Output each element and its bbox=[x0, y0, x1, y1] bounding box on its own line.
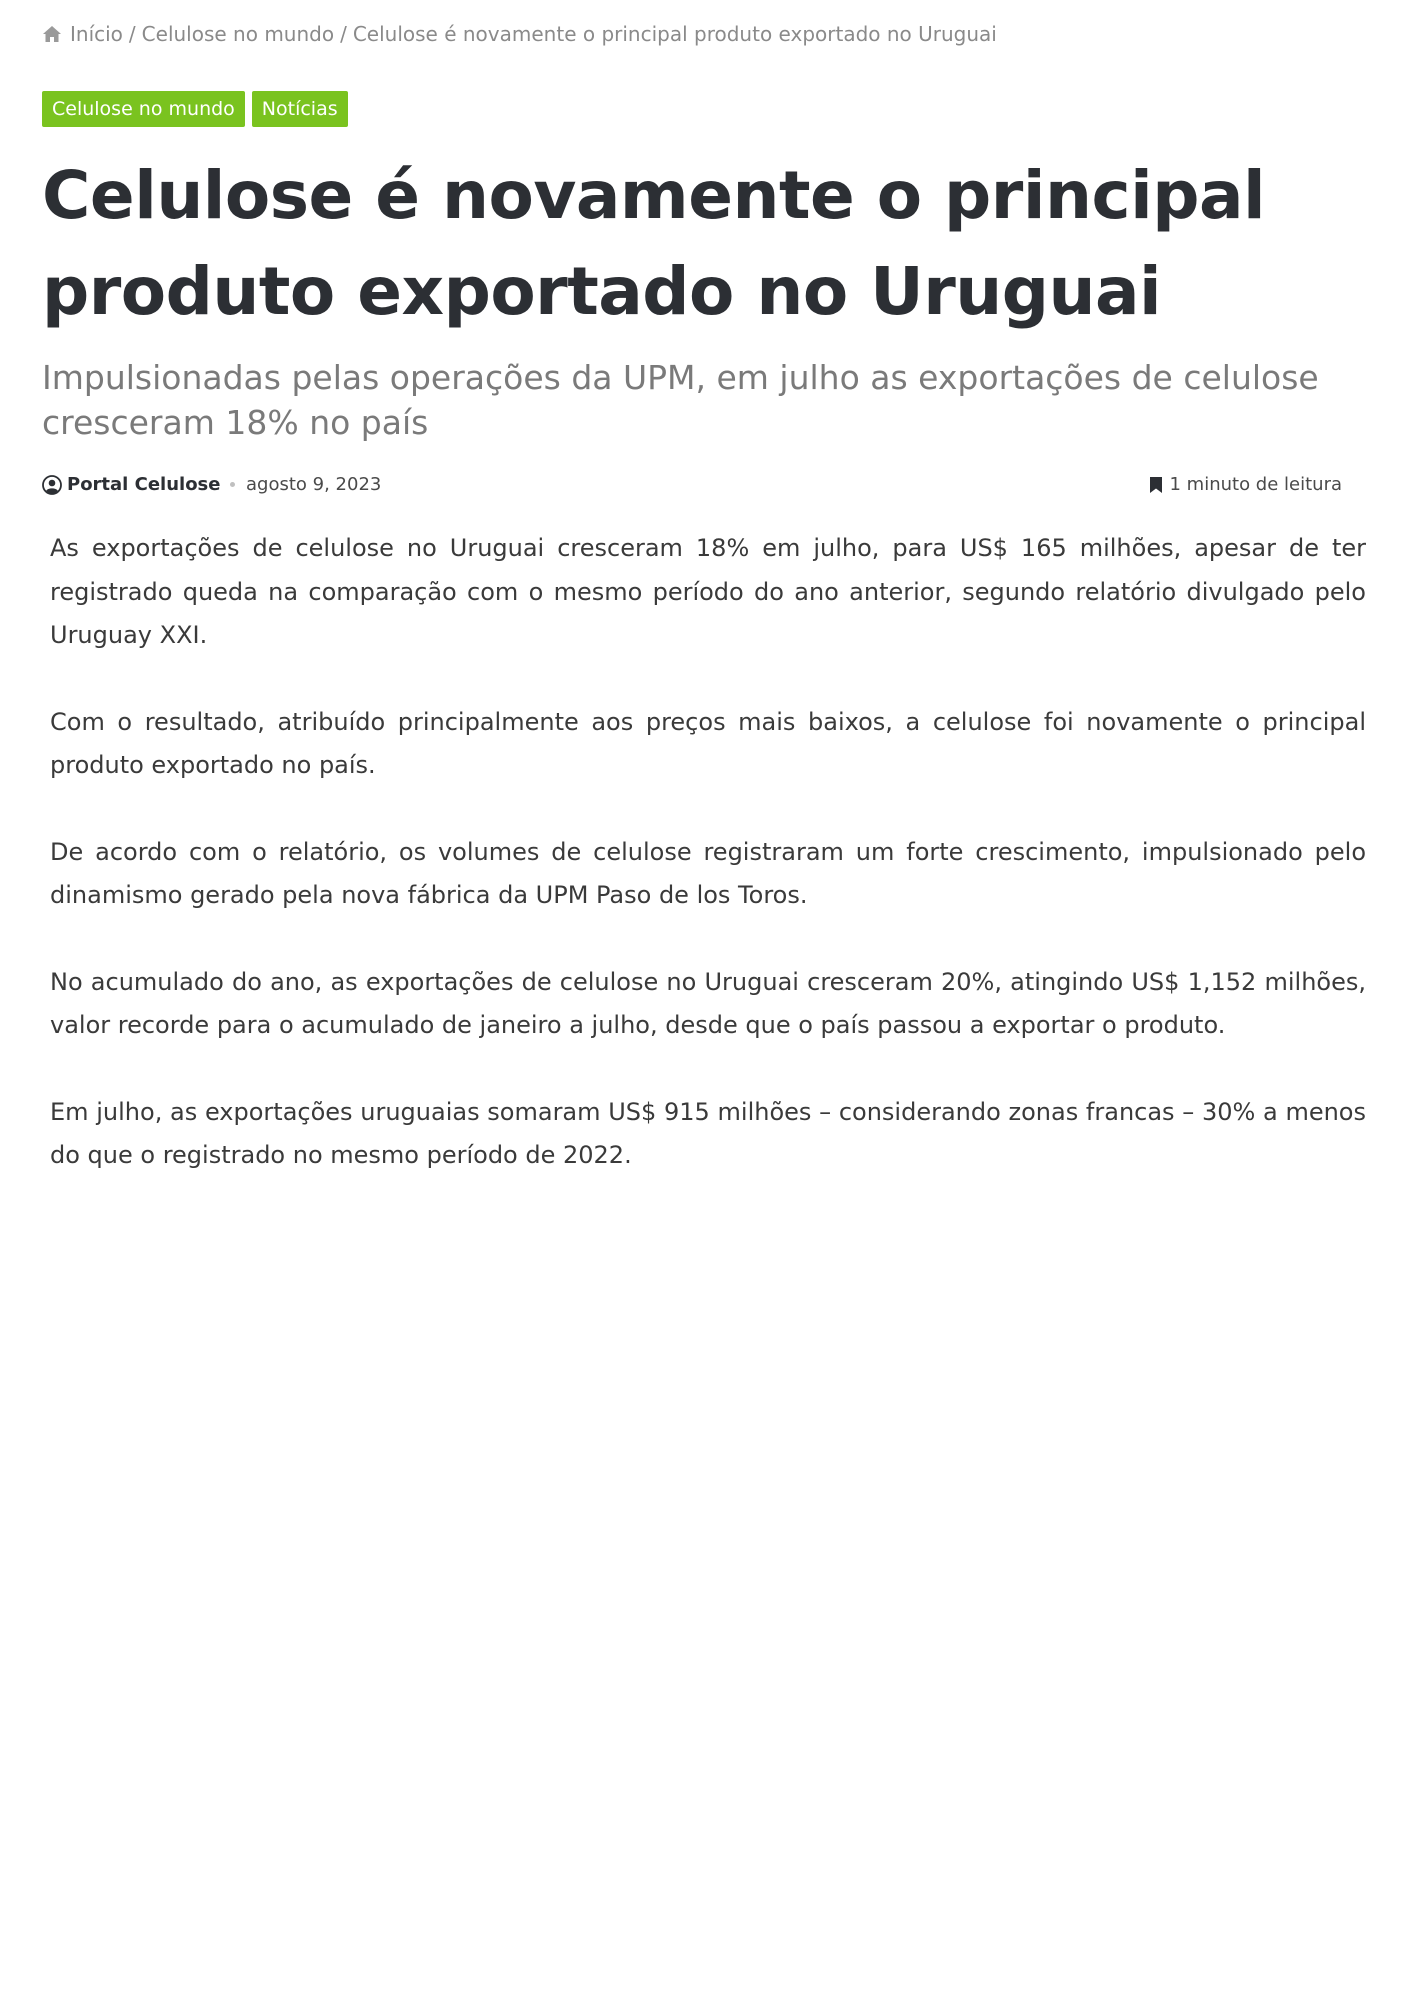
breadcrumb bbox=[42, 22, 997, 46]
date-text: agosto 9, 2023 bbox=[246, 474, 382, 495]
article-paragraph: Com o resultado, atribuído principalmente aos preços mais baixos, a celulose foi novamente o principal produto exportado no país. bbox=[50, 707, 1366, 779]
author-link[interactable]: Portal Celulose bbox=[67, 474, 221, 495]
reading-time bbox=[1149, 474, 1342, 495]
bookmark-icon bbox=[1149, 476, 1163, 494]
breadcrumb-separator: / bbox=[128, 22, 136, 46]
article-subtitle: Impulsionadas pelas operações da UPM, em julho as exportações de celulose cresceram 18% no país bbox=[42, 358, 1319, 442]
breadcrumb-separator: / bbox=[340, 22, 347, 46]
article-title: Celulose é novamente o principal produto exportado no Uruguai bbox=[42, 157, 1266, 330]
article-paragraph: As exportações de celulose no Uruguai cresceram 18% em julho, para US$ 165 milhões, apesar de ter registrado queda na comparação com o mesmo período do ano anterior, segundo relatório divulgado pelo Uruguay XXI. bbox=[50, 534, 1366, 649]
breadcrumb-home-link[interactable]: Início bbox=[70, 22, 123, 46]
article-paragraph: No acumulado do ano, as exportações de celulose no Uruguai cresceram 20%, atingindo US$ 1,152 milhões, valor recorde para o acumulado de janeiro a julho, desde que o país passou a exportar o produto. bbox=[50, 967, 1366, 1039]
reading-time-text: 1 minuto de leitura bbox=[1169, 474, 1342, 495]
author-info bbox=[42, 474, 220, 495]
breadcrumb-category-link[interactable]: Celulose no mundo bbox=[141, 22, 335, 46]
home-icon bbox=[42, 25, 62, 43]
dot-separator bbox=[230, 482, 235, 487]
publish-date bbox=[230, 474, 381, 495]
article-body bbox=[50, 527, 1366, 1221]
article-paragraph: Em julho, as exportações uruguaias somaram US$ 915 milhões – considerando zonas francas – 30% a menos do que o registrado no mesmo período de 2022. bbox=[50, 1097, 1366, 1169]
tag-noticias[interactable]: Notícias bbox=[252, 91, 348, 127]
user-circle-icon bbox=[42, 475, 62, 495]
breadcrumb-current: Celulose é novamente o principal produto exportado no Uruguai bbox=[352, 22, 997, 46]
category-tags bbox=[42, 91, 348, 127]
tag-celulose-no-mundo[interactable]: Celulose no mundo bbox=[42, 91, 245, 127]
article-meta bbox=[42, 474, 1342, 504]
article-paragraph: De acordo com o relatório, os volumes de celulose registraram um forte crescimento, impulsionado pelo dinamismo gerado pela nova fábrica da UPM Paso de los Toros. bbox=[50, 837, 1366, 909]
